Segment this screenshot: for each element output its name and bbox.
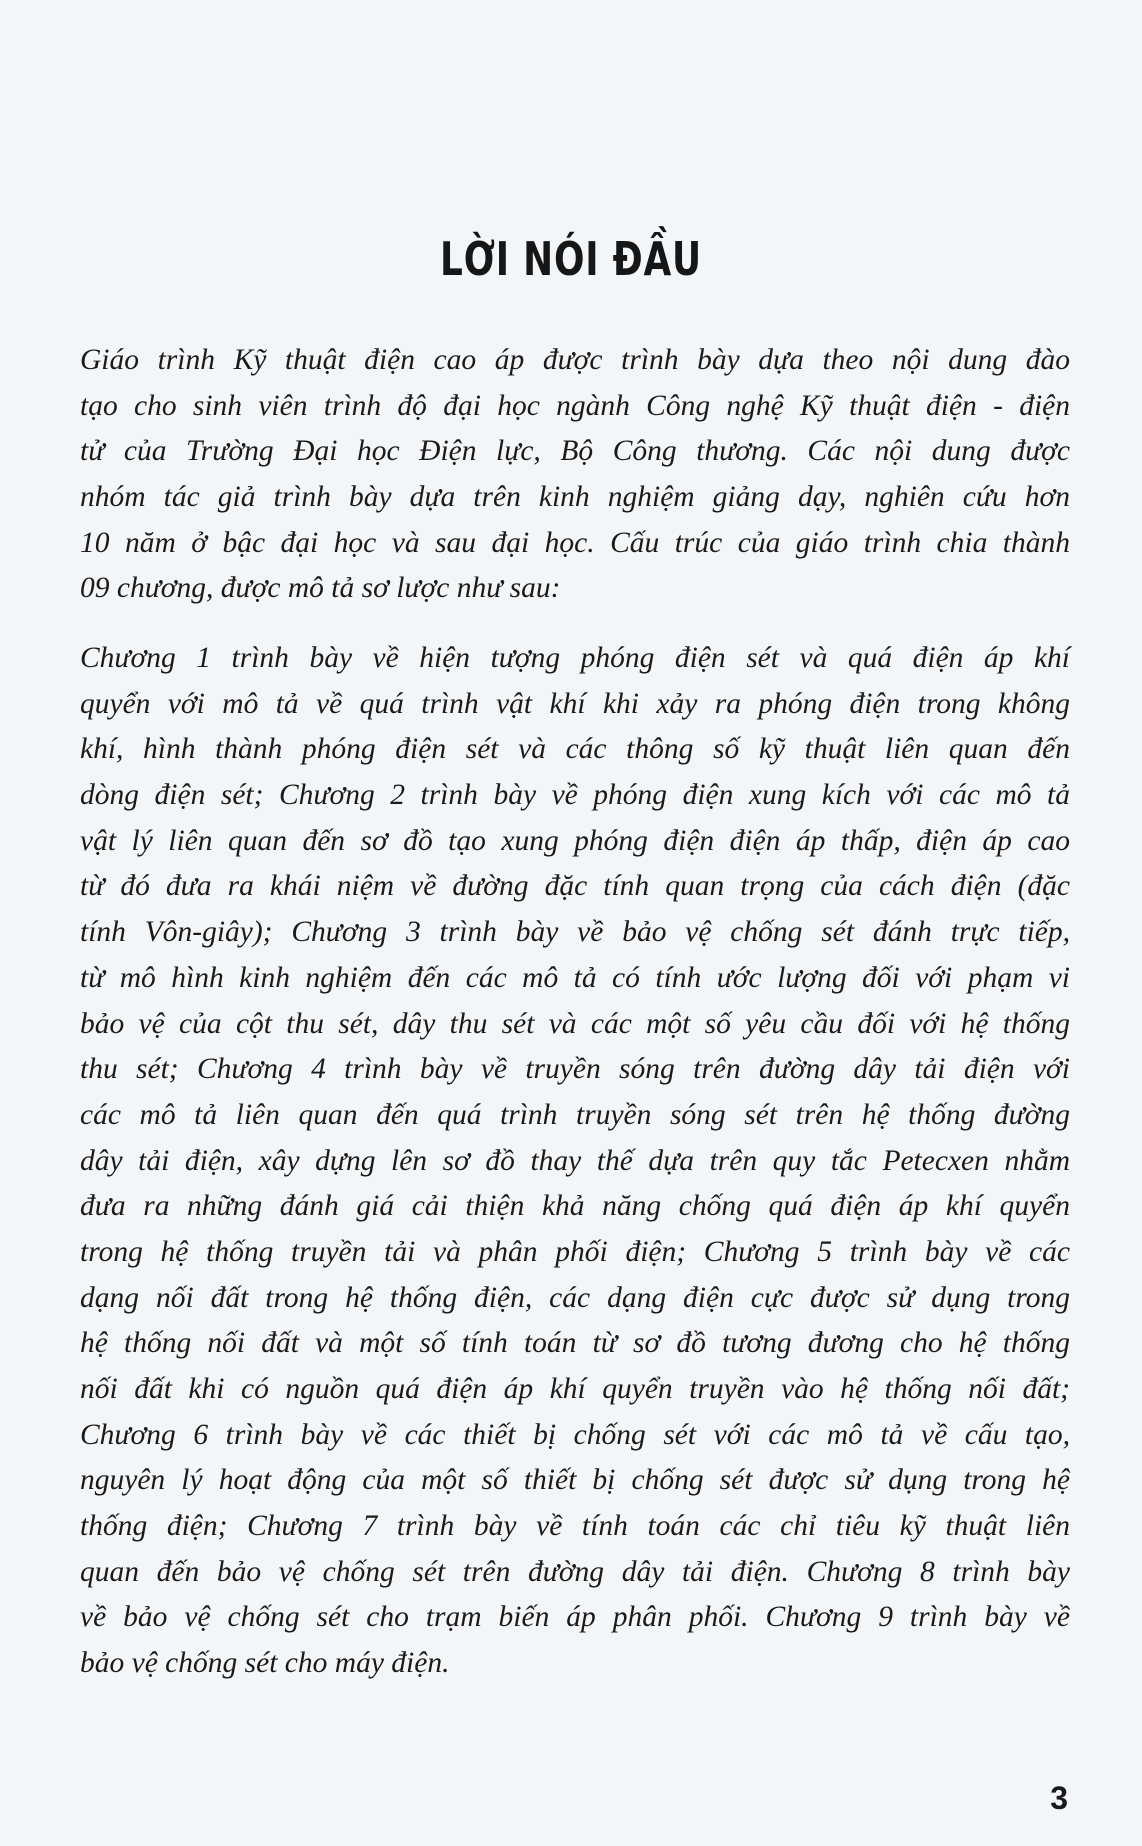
text-line: Chương 1 trình bày về hiện tượng phóng điện sét và quá điện áp khí <box>80 642 1070 674</box>
text-line: trong hệ thống truyền tải và phân phối điện; Chương 5 trình bày về các <box>80 1235 1070 1268</box>
text-line: thu sét; Chương 4 trình bày về truyền sóng trên đường dây tải điện với <box>80 1053 1070 1086</box>
text-line: các mô tả liên quan đến quá trình truyền sóng sét trên hệ thống đường <box>80 1098 1070 1131</box>
text-line: dòng điện sét; Chương 2 trình bày về phóng điện xung kích với các mô tả <box>80 779 1070 812</box>
text-line: tính Vôn-giây); Chương 3 trình bày về bảo vệ chống sét đánh trực tiếp, <box>80 916 1070 949</box>
text-line: dạng nối đất trong hệ thống điện, các dạng điện cực được sử dụng trong <box>80 1281 1070 1314</box>
text-line: tạo cho sinh viên trình độ đại học ngành Công nghệ Kỹ thuật điện - điện <box>80 389 1070 422</box>
text-line: 09 chương, được mô tả sơ lược như sau: <box>80 572 561 605</box>
text-line: vật lý liên quan đến sơ đồ tạo xung phóng điện điện áp thấp, điện áp cao <box>80 824 1070 857</box>
text-line: tử của Trường Đại học Điện lực, Bộ Công thương. Các nội dung được <box>80 435 1070 468</box>
text-line: nhóm tác giả trình bày dựa trên kinh nghiệm giảng dạy, nghiên cứu hơn <box>80 481 1070 514</box>
text-line: 10 năm ở bậc đại học và sau đại học. Cấu trúc của giáo trình chia thành <box>80 526 1070 559</box>
text-line: khí, hình thành phóng điện sét và các thông số kỹ thuật liên quan đến <box>80 733 1070 766</box>
chapters-paragraph <box>80 636 1070 1687</box>
page-number: 3 <box>1050 1780 1068 1816</box>
text-line: quan đến bảo vệ chống sét trên đường dây tải điện. Chương 8 trình bày <box>80 1555 1070 1588</box>
text-line: Chương 6 trình bày về các thiết bị chống sét với các mô tả về cấu tạo, <box>80 1418 1070 1451</box>
text-line: quyển với mô tả về quá trình vật khí khi xảy ra phóng điện trong không <box>80 687 1070 720</box>
text-line: đưa ra những đánh giá cải thiện khả năng chống quá điện áp khí quyển <box>80 1190 1070 1223</box>
text-line: bảo vệ của cột thu sét, dây thu sét và các một số yêu cầu đối với hệ thống <box>80 1007 1070 1040</box>
text-line: nối đất khi có nguồn quá điện áp khí quyển truyền vào hệ thống nối đất; <box>80 1373 1070 1405</box>
text-line: Giáo trình Kỹ thuật điện cao áp được trình bày dựa theo nội dung đào <box>80 344 1070 376</box>
text-line: thống điện; Chương 7 trình bày về tính toán các chỉ tiêu kỹ thuật liên <box>80 1510 1070 1543</box>
text-line: bảo vệ chống sét cho máy điện. <box>80 1647 450 1680</box>
text-line: từ mô hình kinh nghiệm đến các mô tả có tính ước lượng đối với phạm vi <box>80 961 1070 994</box>
page-heading: LỜI NÓI ĐẦU <box>440 232 702 286</box>
text-line: từ đó đưa ra khái niệm về đường đặc tính quan trọng của cách điện (đặc <box>80 870 1070 903</box>
text-line: hệ thống nối đất và một số tính toán từ sơ đồ tương đương cho hệ thống <box>80 1327 1070 1360</box>
text-line: dây tải điện, xây dựng lên sơ đồ thay thế dựa trên quy tắc Petecxen nhằm <box>80 1144 1070 1177</box>
text-line: về bảo vệ chống sét cho trạm biến áp phân phối. Chương 9 trình bày về <box>80 1601 1070 1634</box>
text-line: nguyên lý hoạt động của một số thiết bị chống sét được sử dụng trong hệ <box>80 1464 1070 1497</box>
intro-paragraph <box>80 338 1070 612</box>
